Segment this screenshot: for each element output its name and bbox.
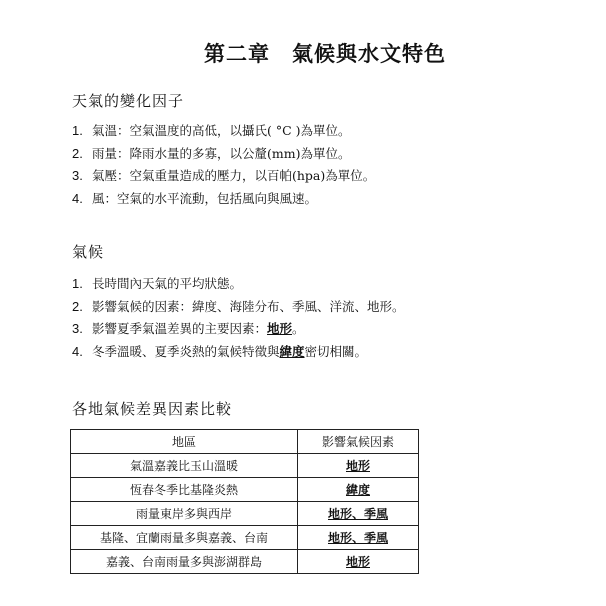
climate-list <box>72 273 405 363</box>
list-text-tail: 密切相關。 <box>304 343 368 359</box>
region-cell: 基隆、宜蘭雨量多與嘉義、台南 <box>71 526 298 550</box>
list-item <box>72 120 375 143</box>
list-text: 雨量：降雨水量的多寡，以公釐(mm)為單位。 <box>92 145 351 161</box>
list-item <box>72 273 405 296</box>
list-item <box>72 296 405 319</box>
header-region: 地區 <box>71 430 298 454</box>
list-text: 風：空氣的水平流動，包括風向與風速。 <box>92 190 318 206</box>
list-number: 1. <box>72 276 83 291</box>
table-row <box>71 478 419 502</box>
list-item <box>72 188 375 211</box>
list-number: 3. <box>72 168 83 183</box>
list-text: 氣壓：空氣重量造成的壓力，以百帕(hpa)為單位。 <box>92 168 376 183</box>
list-text-tail: 。 <box>292 321 305 336</box>
list-text: 影響夏季氣溫差異的主要因素： <box>92 321 268 336</box>
factor-cell: 地形、季風 <box>298 526 419 550</box>
list-number: 2. <box>72 145 83 161</box>
comparison-heading: 各地氣候差異因素比較 <box>72 400 233 418</box>
factor-cell: 地形、季風 <box>298 502 419 526</box>
list-text: 冬季溫暖、夏季炎熱的氣候特徵與 <box>92 343 280 359</box>
climate-heading: 氣候 <box>72 243 105 261</box>
list-item <box>72 318 405 341</box>
region-cell: 嘉義、台南雨量多與澎湖群島 <box>71 550 298 574</box>
chapter-title: 第二章 氣候與水文特色 <box>204 41 446 66</box>
list-number: 1. <box>72 123 83 138</box>
list-text: 氣溫：空氣溫度的高低，以攝氏( °C )為單位。 <box>92 123 351 138</box>
list-item <box>72 165 375 188</box>
list-item <box>72 341 405 364</box>
weather-factors-heading: 天氣的變化因子 <box>72 92 185 110</box>
list-number: 2. <box>72 298 83 314</box>
list-number: 3. <box>72 321 83 336</box>
list-text: 影響氣候的因素：緯度、海陸分布、季風、洋流、地形。 <box>92 298 405 314</box>
highlight-term: 地形 <box>267 321 293 336</box>
factor-cell: 地形 <box>298 454 419 478</box>
table-row <box>71 550 419 574</box>
comparison-table <box>70 429 419 574</box>
table-header-row <box>71 430 419 454</box>
list-item <box>72 143 375 166</box>
list-text: 長時間內天氣的平均狀態。 <box>92 276 243 291</box>
table-row <box>71 454 419 478</box>
weather-factors-list <box>72 120 375 210</box>
list-number: 4. <box>72 190 83 206</box>
header-factor: 影響氣候因素 <box>298 430 419 454</box>
highlight-term: 緯度 <box>279 343 305 359</box>
table-row <box>71 526 419 550</box>
factor-cell: 地形 <box>298 550 419 574</box>
region-cell: 雨量東岸多與西岸 <box>71 502 298 526</box>
table-row <box>71 502 419 526</box>
region-cell: 氣溫嘉義比玉山溫暖 <box>71 454 298 478</box>
factor-cell: 緯度 <box>298 478 419 502</box>
region-cell: 恆春冬季比基隆炎熱 <box>71 478 298 502</box>
list-number: 4. <box>72 343 83 359</box>
